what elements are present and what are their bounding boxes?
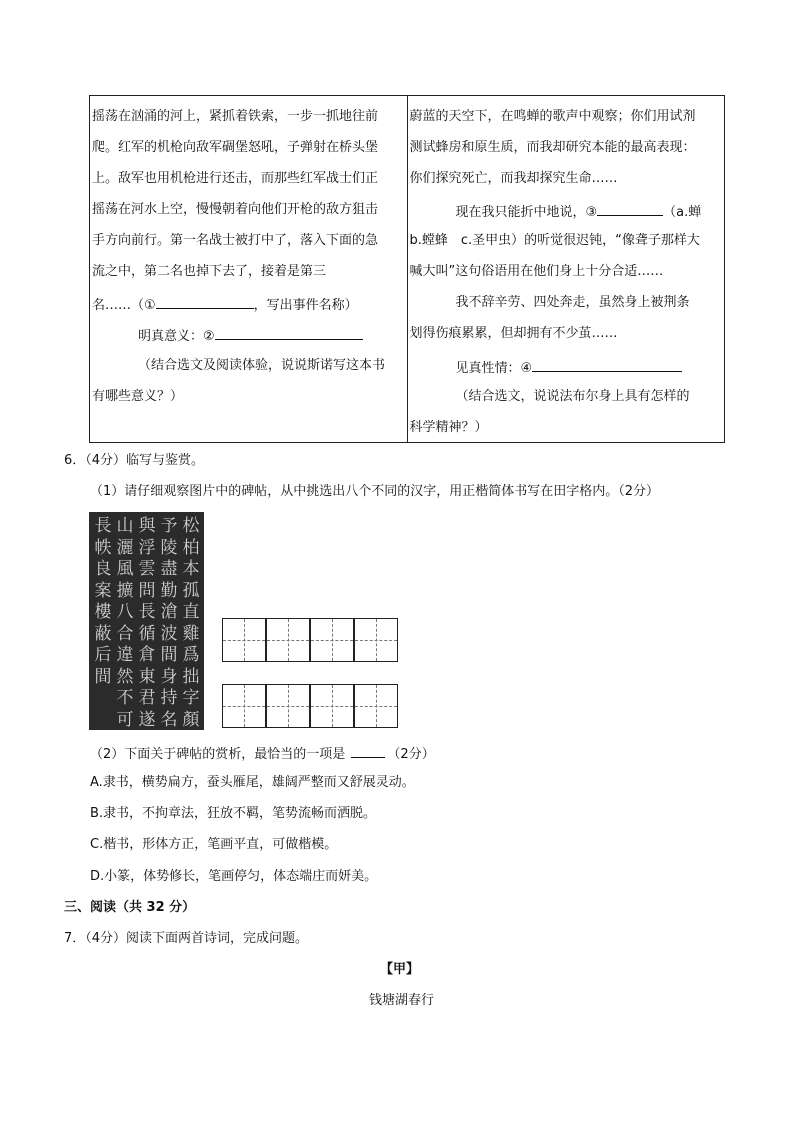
section-3-title: 三、阅读（共 32 分） [64, 900, 196, 915]
left-meaning-label: 明真意义：② [138, 329, 215, 344]
tianzige-cell[interactable] [354, 684, 398, 728]
answer-blank-4[interactable] [532, 358, 682, 372]
right-xz-label: 见真性情：④ [455, 361, 533, 376]
poem-label-jia: 【甲】 [380, 962, 420, 977]
rubbing-char: 合 [116, 623, 134, 644]
rubbing-char: 字 [182, 688, 200, 708]
rubbing-char: 違 [116, 645, 134, 665]
rubbing-char: 不 [116, 688, 134, 708]
answer-blank-q6-2[interactable] [351, 744, 385, 758]
q6-sub2 [90, 744, 435, 763]
rubbing-char: 擴 [116, 580, 134, 601]
tianzige-cell[interactable] [310, 618, 354, 662]
rubbing-char: 孤 [182, 580, 200, 601]
rubbing-char: 樓 [94, 602, 112, 622]
q6-sub2-text: （2）下面关于碑帖的赏析，最恰当的一项是 [90, 747, 346, 762]
rubbing-char: 山 [116, 516, 134, 536]
rubbing-char: 倉 [138, 645, 156, 665]
rubbing-char: 本 [182, 559, 200, 579]
rubbing-char: 循 [138, 623, 156, 644]
rubbing-char: 盡 [160, 559, 178, 579]
rubbing-char: 八 [116, 602, 134, 622]
right-question-2: 科学精神？） [409, 420, 488, 435]
rubbing-char: 遂 [138, 709, 156, 730]
left-line-5: 手方向前行。第一名战士被打中了，落入下面的急 [92, 233, 379, 248]
right-xz [456, 358, 683, 377]
reading-table [89, 95, 725, 443]
left-line-7 [92, 295, 358, 314]
rubbing-char: 持 [160, 688, 178, 708]
q7-title: 7．（4分）阅读下面两首诗词，完成问题。 [64, 931, 309, 946]
rubbing-char: 勤 [160, 580, 178, 601]
left-line-3: 上。敌军也用机枪进行还击，而那些红军战士们正 [92, 171, 379, 186]
tianzige-cell[interactable] [222, 618, 266, 662]
rubbing-char: 松 [182, 516, 200, 536]
rubbing-char: 爲 [182, 645, 200, 665]
rubbing-char: 拙 [182, 666, 200, 687]
left-line-2: 爬。红军的机枪向敌军碉堡怒吼，子弹射在桥头堡 [92, 140, 379, 155]
poem-title: 钱塘湖春行 [369, 993, 435, 1008]
tianzige-cell[interactable] [222, 684, 266, 728]
rubbing-char: 帙 [94, 537, 112, 558]
left-question-2: 有哪些意义？） [92, 389, 184, 404]
rubbing-char: 波 [160, 623, 178, 644]
rubbing-char: 風 [116, 559, 134, 579]
left-cell [90, 96, 408, 443]
right-line-1: 蔚蓝的天空下，在鸣蝉的歌声中观察；你们用试剂 [409, 109, 696, 124]
right-line-2: 测试蜂房和原生质，而我却研究本能的最高表现： [409, 140, 696, 155]
rubbing-char: 身 [160, 666, 178, 687]
rubbing-char: 長 [138, 602, 156, 622]
option-a[interactable]: A.隶书，横势扁方，蚕头雁尾，雄阔严整而又舒展灵动。 [90, 775, 415, 790]
rubbing-char: 予 [160, 516, 178, 536]
rubbing-char: 灑 [116, 537, 134, 558]
option-c[interactable]: C.楷书，形体方正，笔画平直，可做楷模。 [90, 837, 338, 852]
right-question-1: （结合选文，说说法布尔身上具有怎样的 [455, 389, 690, 404]
left-line-4: 摇荡在河水上空，慢慢朝着向他们开枪的敌方狙击 [92, 202, 379, 217]
rubbing-char: 問 [138, 580, 156, 601]
right-line-3: 你们探究死亡，而我却探究生命…… [409, 171, 618, 186]
rubbing-char: 浮 [138, 537, 156, 558]
rubbing-char: 間 [160, 645, 178, 665]
right-p3-line-2: 划得伤痕累累，但却拥有不少茧…… [409, 326, 618, 341]
rubbing-char: 案 [94, 580, 112, 601]
q6-sub1: （1）请仔细观察图片中的碑帖，从中挑选出八个不同的汉字，用正楷简体书写在田字格内。（2分） [90, 484, 660, 499]
tianzige-cell[interactable] [310, 684, 354, 728]
tianzige-cell[interactable] [266, 684, 310, 728]
q6-title: 6．（4分）临写与鉴赏。 [64, 453, 205, 468]
rubbing-char: 顏 [182, 709, 200, 730]
stele-rubbing-image [89, 512, 204, 730]
tianzige-cell[interactable] [266, 618, 310, 662]
rubbing-char: 君 [138, 688, 156, 708]
left-meaning [138, 326, 363, 345]
rubbing-char: 直 [182, 602, 200, 622]
rubbing-char: 后 [94, 645, 112, 665]
rubbing-char: 滄 [160, 602, 178, 622]
option-d[interactable]: D.小篆，体势修长，笔画停匀，体态端庄而妍美。 [90, 869, 378, 884]
left-line-7-b: ，写出事件名称） [253, 298, 358, 313]
answer-blank-2[interactable] [215, 326, 363, 340]
left-question-1: （结合选文及阅读体验，说说斯诺写这本书 [138, 358, 386, 373]
left-line-1: 摇荡在汹涌的河上，紧抓着铁索，一步一抓地往前 [92, 109, 379, 124]
rubbing-char: 間 [94, 666, 112, 687]
rubbing-char: 東 [138, 666, 156, 687]
left-line-6: 流之中，第二名也掉下去了，接着是第三 [92, 264, 327, 279]
rubbing-char: 蔽 [94, 623, 112, 644]
rubbing-char: 然 [116, 666, 134, 687]
rubbing-char: 長 [94, 516, 112, 536]
rubbing-char: 名 [160, 709, 178, 730]
right-p2-line-2: b.螳蜂 c.圣甲虫）的听觉很迟钝，“像聋子那样大 [409, 233, 700, 248]
right-p2-line-1 [456, 202, 702, 221]
rubbing-char: 陵 [160, 537, 178, 558]
rubbing-char: 雞 [182, 623, 200, 644]
rubbing-char: 柏 [182, 537, 200, 558]
right-p2-line-3: 喊大叫”这句俗语用在他们身上十分合适…… [409, 264, 664, 279]
right-p2-a: 现在我只能折中地说，③ [455, 205, 598, 220]
rubbing-char: 雲 [138, 559, 156, 579]
rubbing-char: 良 [94, 559, 112, 579]
rubbing-char: 與 [138, 516, 156, 536]
left-line-7-a: 名……（① [92, 298, 156, 313]
tianzige-cell[interactable] [354, 618, 398, 662]
q6-sub2-score: （2分） [387, 747, 435, 762]
right-p2-b: （a.蝉 [663, 205, 702, 220]
rubbing-char: 可 [116, 709, 134, 730]
right-p3-line-1: 我不辞辛劳、四处奔走，虽然身上被荆条 [455, 295, 690, 310]
answer-blank-3[interactable] [597, 202, 663, 216]
option-b[interactable]: B.隶书，不拘章法，狂放不羁，笔势流畅而洒脱。 [90, 806, 377, 821]
right-cell [407, 96, 725, 443]
answer-blank-1[interactable] [156, 295, 254, 309]
